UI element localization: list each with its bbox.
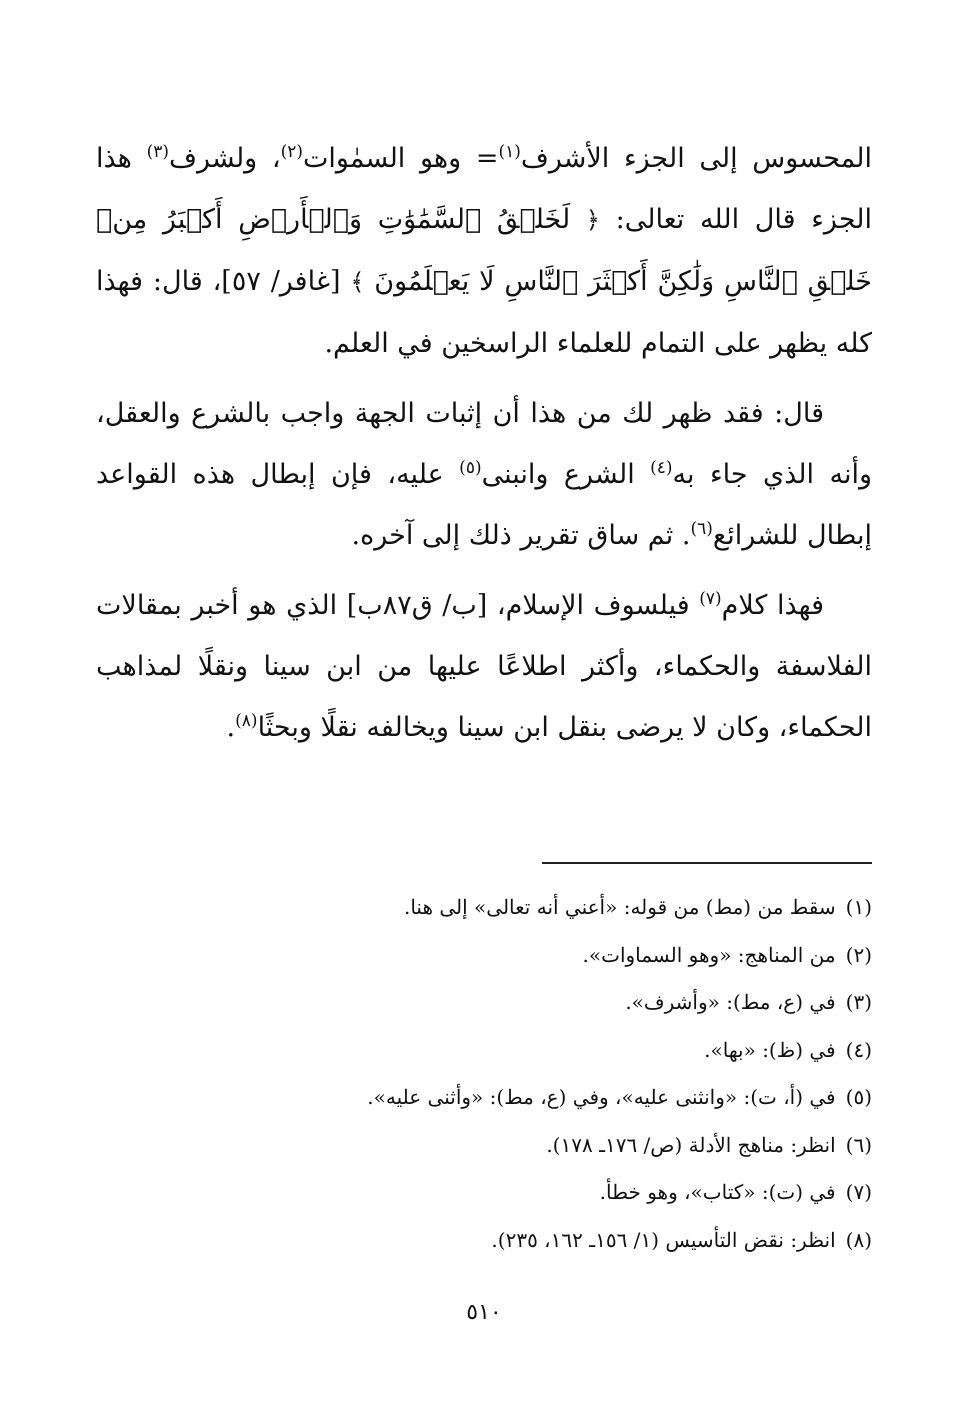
footnote-7 bbox=[96, 1169, 872, 1217]
footnote-number: (٦) bbox=[845, 1132, 872, 1157]
quran-verse: لَخَلۡقُ ٱلسَّمَٰوَٰتِ وَٱلۡأَرۡضِ أَكۡبَرُ مِنۡ خَلۡقِ ٱلنَّاسِ وَلَٰكِنَّ أَكۡثَرَ ٱلنَّاسِ لَا يَعۡلَمُونَ bbox=[96, 204, 873, 297]
text-run: . ثم ساق تقرير ذلك إلى آخره. bbox=[351, 520, 691, 551]
text-run: فهذا كلام bbox=[721, 590, 824, 621]
text-run: هذا الجزء قال الله تعالى: bbox=[96, 143, 872, 235]
paragraph-3 bbox=[96, 575, 872, 758]
footnote-number: (٨) bbox=[845, 1227, 872, 1252]
footnote-text: من المناهج: «وهو السماوات». bbox=[582, 942, 836, 967]
footnote-ref-7[interactable]: (٧) bbox=[699, 589, 722, 609]
footnote-4 bbox=[96, 1027, 872, 1075]
footnote-number: (٤) bbox=[845, 1037, 872, 1062]
text-run: عليه، فإن إبطال هذه القواعد إبطال للشرائع bbox=[96, 459, 872, 551]
footnote-ref-5[interactable]: (٥) bbox=[459, 458, 482, 478]
footnote-ref-8[interactable]: (٨) bbox=[235, 711, 258, 731]
footnote-5 bbox=[96, 1074, 872, 1122]
footnote-ref-1[interactable]: (١) bbox=[498, 142, 521, 162]
text-run: المحسوس إلى الجزء الأشرف bbox=[520, 143, 872, 174]
footnote-number: (٢) bbox=[845, 942, 872, 967]
footnote-number: (٥) bbox=[845, 1085, 872, 1109]
quran-bracket-close-icon: ﴾ bbox=[350, 268, 365, 296]
text-run: . bbox=[226, 712, 236, 743]
footnote-2 bbox=[96, 932, 872, 980]
text-run: فيلسوف الإسلام، [ب/ ق٨٧ب] الذي هو أخبر بمقالات الفلاسفة والحكماء، وأكثر اطلاعًا عليها من ابن سينا ونقلًا لمذاهب الحكماء، وكان لا يرضى بنقل ابن سينا ويخالفه نقلًا وبحثًا bbox=[96, 590, 872, 743]
paragraph-2 bbox=[96, 383, 872, 566]
footnote-1 bbox=[96, 884, 872, 932]
footnote-text: سقط من (مط) من قوله: «أعني أنه تعالى» إلى هنا. bbox=[403, 895, 836, 919]
footnote-divider bbox=[542, 862, 872, 864]
footnote-3 bbox=[96, 979, 872, 1027]
text-run: = وهو السمٰوات bbox=[303, 143, 499, 174]
footnote-number: (١) bbox=[845, 895, 872, 919]
footnote-ref-4[interactable]: (٤) bbox=[650, 458, 673, 478]
text-run: ، ولشرف bbox=[168, 143, 281, 174]
text-run: الشرع وانبنى bbox=[481, 459, 651, 490]
quran-bracket-open-icon: ﴿ bbox=[585, 206, 600, 234]
footnote-ref-6[interactable]: (٦) bbox=[690, 519, 713, 539]
footnote-number: (٣) bbox=[845, 990, 872, 1014]
footnote-text: في (ع، مط): «وأشرف». bbox=[625, 990, 836, 1014]
footnote-ref-2[interactable]: (٢) bbox=[280, 142, 304, 162]
footnote-8 bbox=[96, 1217, 872, 1265]
footnotes-list bbox=[96, 884, 872, 1264]
footnote-number: (٧) bbox=[845, 1180, 872, 1204]
text-run: قال: فقد ظهر لك من هذا أن إثبات الجهة واجب بالشرع والعقل، وأنه الذي جاء به bbox=[96, 398, 872, 490]
page-number: ٥١٠ bbox=[466, 1300, 502, 1325]
footnote-text: في (ظ): «بها». bbox=[704, 1037, 836, 1062]
footnote-text: في (ت): «كتاب»، وهو خطأ. bbox=[599, 1180, 836, 1204]
paragraph-1 bbox=[96, 128, 872, 374]
text-run: [غافر/ ٥٧]، قال: فهذا كله يظهر على التمام للعلماء الراسخين في العلم. bbox=[96, 266, 872, 359]
footnote-text: انظر: نقض التأسيس (١/ ١٥٦ـ ١٦٢، ٢٣٥). bbox=[491, 1227, 836, 1252]
footnote-ref-3[interactable]: (٣) bbox=[146, 142, 169, 162]
footnote-text: انظر: مناهج الأدلة (ص/ ١٧٦ـ ١٧٨). bbox=[546, 1132, 836, 1157]
footnote-6 bbox=[96, 1122, 872, 1170]
page-body bbox=[96, 128, 872, 1368]
footnote-text: في (أ، ت): «وانثنى عليه»، وفي (ع، مط): «وأثنى عليه». bbox=[367, 1085, 836, 1109]
